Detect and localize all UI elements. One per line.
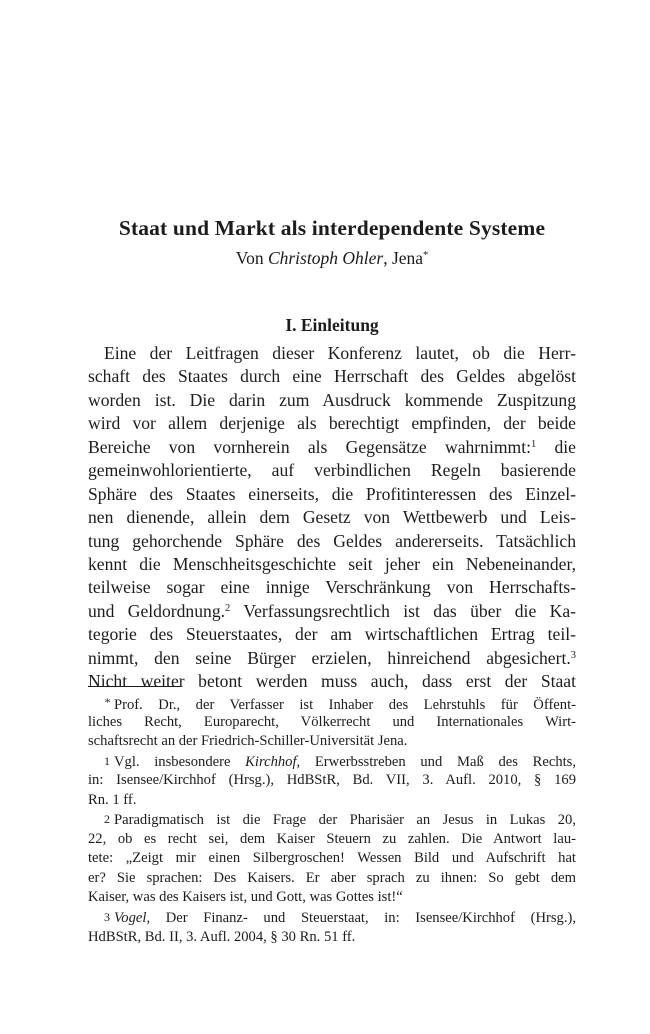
body-line: wird vor allem derjenige als berechtigt empfinden, der beide: [88, 413, 576, 434]
footnote-2: [88, 810, 576, 830]
byline-prefix: Von: [235, 248, 268, 268]
footnote-text: Paradigmatisch ist die Frage der Pharisäer an Jesus in Lukas 20,: [114, 812, 576, 829]
footnote-ref-3: 3: [570, 649, 576, 661]
footnote-1: [88, 752, 576, 772]
author-name: Christoph Ohler: [267, 248, 384, 268]
footnote-ref-1: 1: [531, 438, 537, 450]
footnote-text: , Der Finanz- und Steuerstaat, in: Isensee/Kirchhof (Hrsg.),: [146, 910, 576, 927]
footnote-line: schaftsrecht an der Friedrich-Schiller-Universität Jena.: [88, 733, 408, 750]
body-line: tung gehorchende Sphäre des Geldes andererseits. Tatsächlich: [88, 530, 576, 551]
footnote-text: Prof. Dr., der Verfasser ist Inhaber des Lehrstuhls für Öffent-: [114, 697, 576, 713]
body-line: Sphäre des Staates einerseits, die Profitinteressen des Einzel-: [88, 483, 576, 504]
footnote-separator: [88, 686, 180, 687]
article-title: Staat und Markt als interdependente Systeme: [118, 216, 546, 241]
article-byline: [88, 245, 576, 271]
body-line: Nicht weiter betont werden muss auch, dass erst der Staat: [88, 671, 576, 692]
footnote-star-mark: *: [104, 695, 110, 709]
author-footnote-mark: *: [423, 250, 429, 261]
body-line: Eine der Leitfragen dieser Konferenz lautet, ob die Herr-: [104, 343, 576, 363]
body-line: [88, 647, 576, 670]
body-text-segment: nimmt, den seine Bürger erzielen, hinreichend abgesichert.: [88, 647, 571, 668]
byline-affiliation: , Jena: [383, 248, 424, 268]
footnote-3: [88, 908, 576, 928]
footnote-text: Vgl. insbesondere: [114, 753, 246, 770]
footnote-line: HdBStR, Bd. II, 3. Aufl. 2004, § 30 Rn. 51 ff.: [88, 928, 356, 945]
body-line: nen dienende, allein dem Gesetz von Wettbewerb und Leis-: [88, 507, 576, 528]
footnote-author-name: Vogel: [114, 910, 147, 927]
footnote-line: in: Isensee/Kirchhof (Hrsg.), HdBStR, Bd. VII, 3. Aufl. 2010, § 169: [88, 772, 576, 789]
body-line: kennt die Menschheitsgeschichte seit jeher ein Nebeneinander,: [88, 553, 576, 574]
footnote-line: 22, ob es recht sei, dem Kaiser Steuern zu zahlen. Die Antwort lau-: [88, 830, 576, 847]
footnotes: [88, 693, 576, 947]
footnote-number: 1: [104, 753, 110, 768]
body-text-segment: die: [536, 436, 576, 457]
footnote-line: er? Sie sprachen: Des Kaisers. Er aber sprach zu ihnen: So gebt dem: [88, 869, 576, 886]
footnote-author-name: Kirchhof: [245, 753, 297, 770]
footnote-line: Rn. 1 ff.: [88, 791, 137, 808]
footnote-line: Kaiser, was des Kaisers ist, und Gott, was Gottes ist!“: [88, 889, 403, 906]
footnote-text: , Erwerbsstreben und Maß des Rechts,: [296, 753, 576, 770]
body-line: schaft des Staates durch eine Herrschaft des Geldes abgelöst: [88, 366, 576, 387]
footnote-ref-2: 2: [225, 602, 231, 614]
footnote-line: tete: „Zeigt mir einen Silbergroschen! Wessen Bild und Aufschrift hat: [88, 850, 576, 867]
section-heading: I. Einleitung: [285, 314, 379, 335]
body-line: teilweise sogar eine innige Verschränkung von Herrschafts-: [88, 577, 576, 598]
body-line: [88, 436, 576, 459]
footnote-author: [88, 693, 576, 713]
body-paragraph: [88, 342, 576, 694]
body-line: tegorie des Steuerstaates, der am wirtschaftlichen Ertrag teil-: [88, 624, 576, 645]
footnote-number: 2: [104, 812, 110, 827]
body-line: gemeinwohlorientierte, auf verbindlichen Regeln basierende: [88, 460, 576, 481]
body-line: [88, 600, 576, 623]
body-text-segment: und Geldordnung.: [88, 600, 226, 621]
body-text-segment: Bereiche von vornherein als Gegensätze wahrnimmt:: [88, 436, 531, 457]
body-line: worden ist. Die darin zum Ausdruck kommende Zuspitzung: [88, 389, 576, 410]
body-text-segment: Verfassungsrechtlich ist das über die Ka-: [230, 600, 576, 621]
footnote-line: liches Recht, Europarecht, Völkerrecht und Internationales Wirt-: [88, 713, 576, 730]
footnote-number: 3: [104, 910, 110, 925]
